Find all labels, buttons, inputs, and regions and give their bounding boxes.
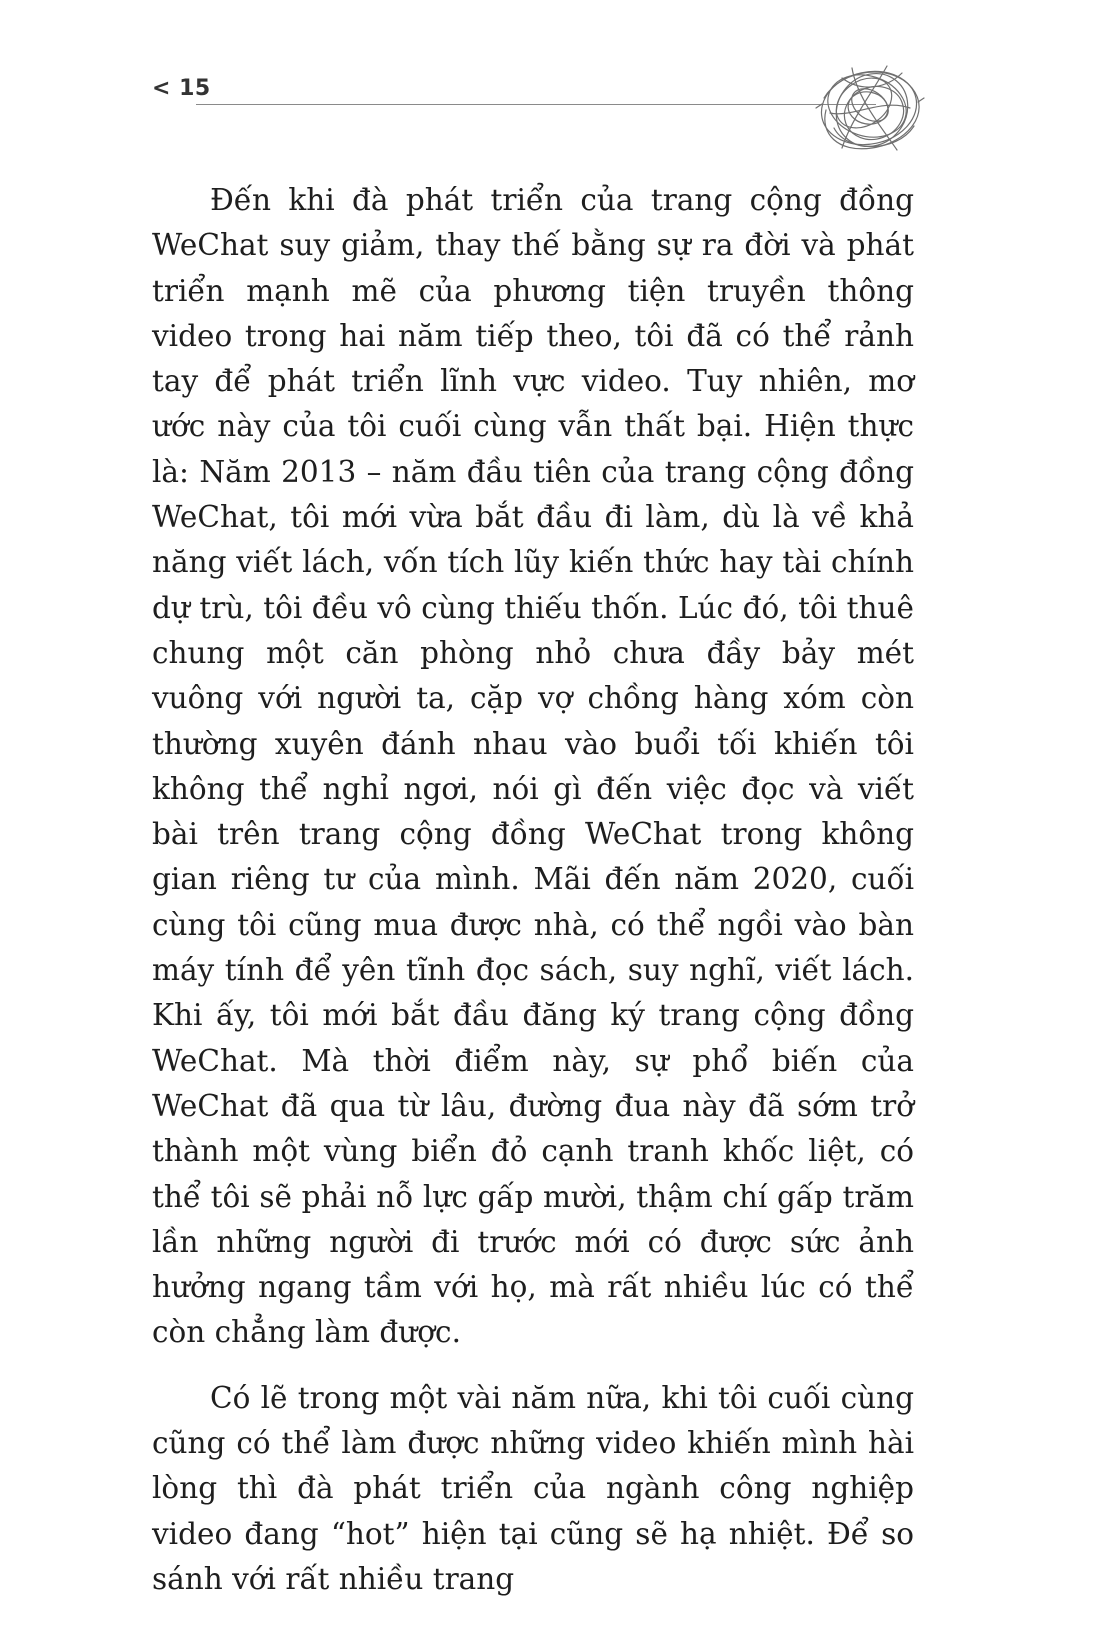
- paragraph-1: Đến khi đà phát triển của trang cộng đồng WeChat suy giảm, thay thế bằng sự ra đời và phát triển mạnh mẽ của phương tiện truyền thông video trong hai năm tiếp theo, tôi đã có thể rảnh tay để phát triển lĩnh vực video. Tuy nhiên, mơ ước này của tôi cuối cùng vẫn thất bại. Hiện thực là: Năm 2013 – năm đầu tiên của trang cộng đồng WeChat, tôi mới vừa bắt đầu đi làm, dù là về khả năng viết lách, vốn tích lũy kiến thức hay tài chính dự trù, tôi đều vô cùng thiếu thốn. Lúc đó, tôi thuê chung một căn phòng nhỏ chưa đầy bảy mét vuông với người ta, cặp vợ chồng hàng xóm còn thường xuyên đánh nhau vào buổi tối khiến tôi không thể nghỉ ngơi, nói gì đến việc đọc và viết bài trên trang cộng đồng WeChat trong không gian riêng tư của mình. Mãi đến năm 2020, cuối cùng tôi cũng mua được nhà, có thể ngồi vào bàn máy tính để yên tĩnh đọc sách, suy nghĩ, viết lách. Khi ấy, tôi mới bắt đầu đăng ký trang cộng đồng WeChat. Mà thời điểm này, sự phổ biến của WeChat đã qua từ lâu, đường đua này đã sớm trở thành một vùng biển đỏ cạnh tranh khốc liệt, có thể tôi sẽ phải nỗ lực gấp mười, thậm chí gấp trăm lần những người đi trước mới có được sức ảnh hưởng ngang tầm với họ, mà rất nhiều lúc có thể còn chẳng làm được.: [152, 183, 914, 1350]
- header-rule: [196, 104, 876, 105]
- body-text: [152, 178, 914, 1602]
- page-number: < 15: [152, 76, 211, 101]
- paragraph-2: Có lẽ trong một vài năm nữa, khi tôi cuối cùng cũng có thể làm được những video khiến mình hài lòng thì đà phát triển của ngành công nghiệp video đang “hot” hiện tại cũng sẽ hạ nhiệt. Để so sánh với rất nhiều trang: [152, 1380, 914, 1596]
- scribble-ornament-icon: [812, 58, 927, 158]
